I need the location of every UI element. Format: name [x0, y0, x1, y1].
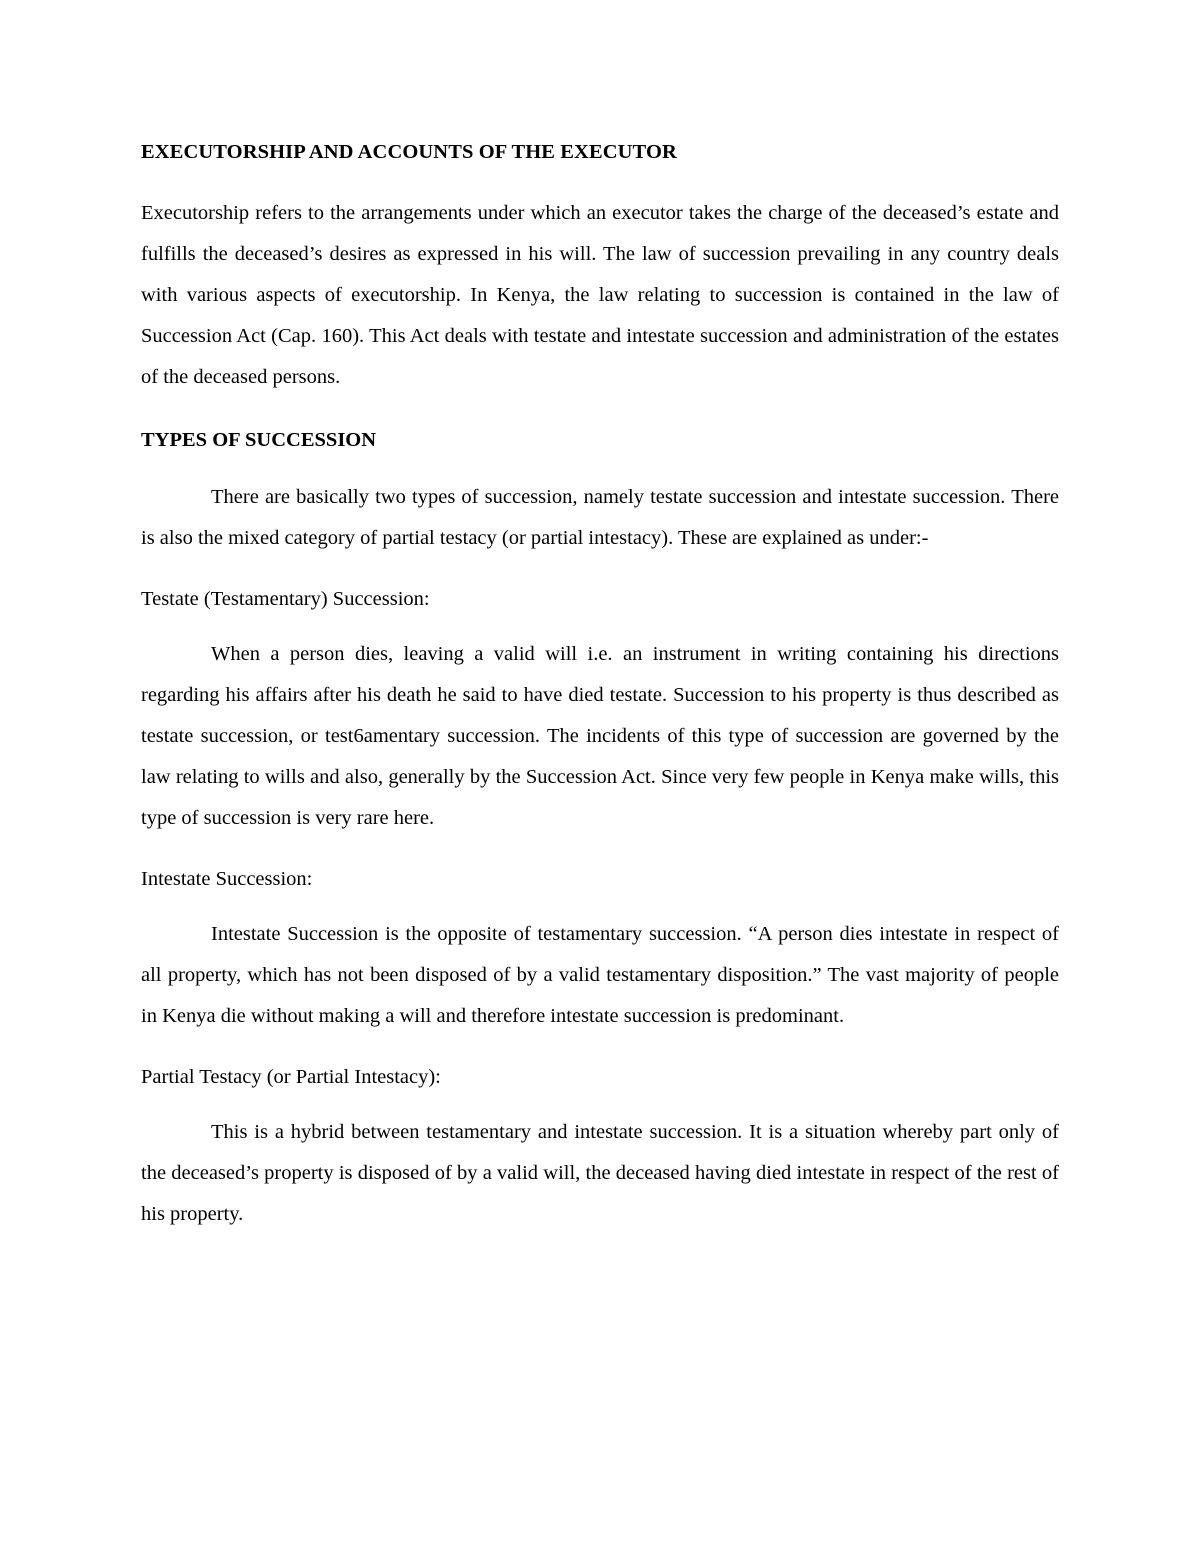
document-body	[141, 132, 1059, 1235]
sub-heading-intestate-succession: Intestate Succession:	[141, 868, 313, 890]
types-intro-paragraph: There are basically two types of succession, namely testate succession and intestate succession. There is also the mixed category of partial testacy (or partial intestacy). These are explained as under:-	[141, 486, 1059, 549]
sub-heading-testate-succession: Testate (Testamentary) Succession:	[141, 588, 430, 610]
page-title: EXECUTORSHIP AND ACCOUNTS OF THE EXECUTOR	[141, 141, 677, 163]
sub-heading-partial-testacy: Partial Testacy (or Partial Intestacy):	[141, 1066, 441, 1088]
paragraph-intestate-succession: Intestate Succession is the opposite of testamentary succession. “A person dies intestate in respect of all property, which has not been disposed of by a valid testamentary disposition.” The vast majority of people in Kenya die without making a will and therefore intestate succession is predominant.	[141, 923, 1059, 1027]
section-heading-types-of-succession: TYPES OF SUCCESSION	[141, 429, 377, 451]
paragraph-partial-testacy: This is a hybrid between testamentary and intestate succession. It is a situation whereby part only of the deceased’s property is disposed of by a valid will, the deceased having died intestate in respect of the rest of his property.	[141, 1121, 1059, 1225]
intro-paragraph: Executorship refers to the arrangements under which an executor takes the charge of the deceased’s estate and fulfills the deceased’s desires as expressed in his will. The law of succession prevailing in any country deals with various aspects of executorship. In Kenya, the law relating to succession is contained in the law of Succession Act (Cap. 160). This Act deals with testate and intestate succession and administration of the estates of the deceased persons.	[141, 202, 1059, 388]
paragraph-testate-succession: When a person dies, leaving a valid will i.e. an instrument in writing containing his directions regarding his affairs after his death he said to have died testate. Succession to his property is thus described as testate succession, or test6amentary succession. The incidents of this type of succession are governed by the law relating to wills and also, generally by the Succession Act. Since very few people in Kenya make wills, this type of succession is very rare here.	[141, 643, 1059, 829]
